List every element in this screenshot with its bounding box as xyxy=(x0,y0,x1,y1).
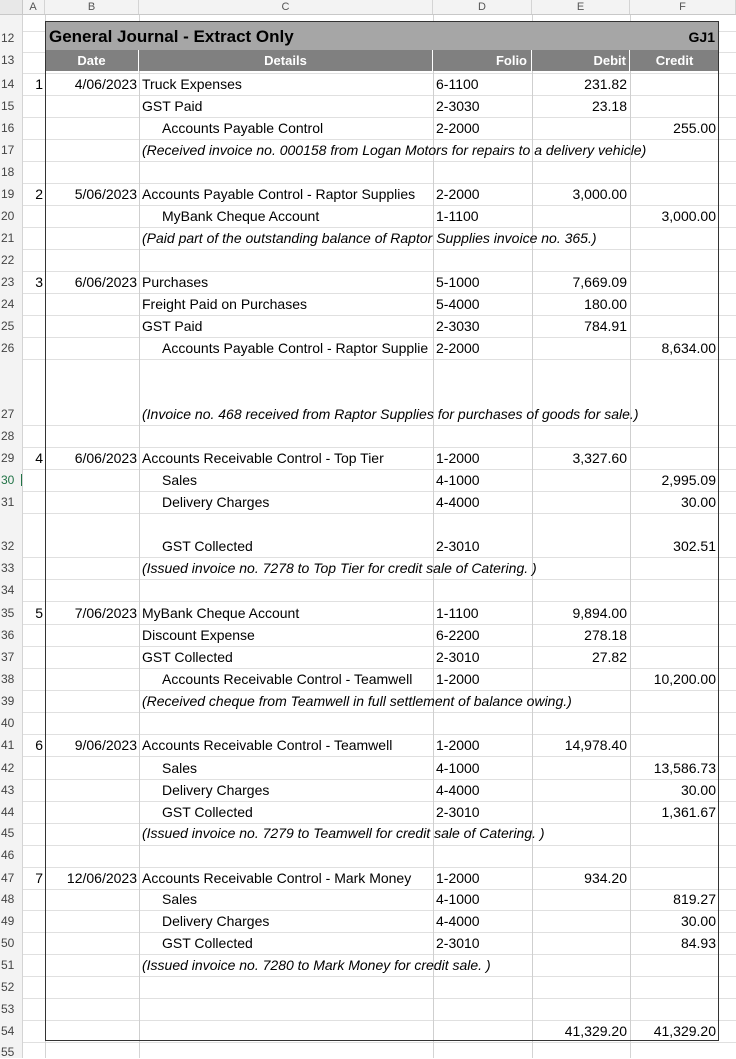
row-header-32[interactable]: 32 xyxy=(1,539,15,553)
column-gridline xyxy=(45,15,46,1058)
row-header-22[interactable]: 22 xyxy=(1,253,15,267)
column-header-d[interactable]: D xyxy=(433,0,532,14)
entry-details[interactable]: Freight Paid on Purchases xyxy=(142,296,307,312)
entry-debit[interactable]: 3,327.60 xyxy=(572,450,627,466)
entry-folio[interactable]: 5-4000 xyxy=(436,296,480,312)
details-divider xyxy=(139,71,140,1040)
entry-debit[interactable]: 278.18 xyxy=(584,627,627,643)
entry-folio[interactable]: 2-2000 xyxy=(436,186,480,202)
row-header-29[interactable]: 29 xyxy=(1,451,15,465)
column-header-a[interactable]: A xyxy=(22,0,45,14)
entry-debit[interactable]: 934.20 xyxy=(584,870,627,886)
entry-folio[interactable]: 1-1100 xyxy=(436,605,479,621)
column-header-e[interactable]: E xyxy=(532,0,630,14)
entry-date[interactable]: 6/06/2023 xyxy=(74,450,137,466)
entry-credit[interactable]: 8,634.00 xyxy=(661,340,716,356)
entry-narration[interactable]: (Paid part of the outstanding balance of Raptor Supplies invoice no. 365.) xyxy=(142,230,597,246)
entry-details[interactable]: Accounts Payable Control xyxy=(162,120,324,136)
entry-details[interactable]: Discount Expense xyxy=(142,627,255,643)
entry-credit[interactable]: 302.51 xyxy=(673,538,716,554)
entry-credit[interactable]: 1,361.67 xyxy=(661,804,716,820)
entry-details[interactable]: Accounts Receivable Control - Mark Money xyxy=(142,870,412,886)
entry-details[interactable]: Sales xyxy=(162,760,198,776)
row-header-20[interactable]: 20 xyxy=(1,209,15,223)
entry-details[interactable]: Delivery Charges xyxy=(162,494,270,510)
entry-number[interactable]: 7 xyxy=(35,870,43,886)
entry-folio[interactable]: 6-1100 xyxy=(436,76,479,92)
header-details[interactable]: Details xyxy=(139,50,433,71)
entry-debit[interactable]: 231.82 xyxy=(584,76,627,92)
row-header-14[interactable]: 14 xyxy=(1,77,15,91)
entry-details[interactable]: GST Collected xyxy=(162,538,253,554)
row-header-45[interactable]: 45 xyxy=(1,826,15,840)
entry-narration[interactable]: (Issued invoice no. 7280 to Mark Money for credit sale. ) xyxy=(142,957,491,973)
entry-credit[interactable]: 13,586.73 xyxy=(653,760,716,776)
entry-folio[interactable]: 4-1000 xyxy=(436,891,480,907)
row-header-38[interactable]: 38 xyxy=(1,672,15,686)
row-header-37[interactable]: 37 xyxy=(1,650,15,664)
row-header-44[interactable]: 44 xyxy=(1,805,15,819)
entry-debit[interactable]: 9,894.00 xyxy=(572,605,627,621)
row-header-13[interactable]: 13 xyxy=(1,53,15,67)
entry-folio[interactable]: 2-2000 xyxy=(436,120,480,136)
entry-details[interactable]: Sales xyxy=(162,472,198,488)
row-header-51[interactable]: 51 xyxy=(1,958,15,972)
row-header-30[interactable]: 30 xyxy=(0,474,23,486)
header-folio[interactable]: Folio xyxy=(433,50,532,71)
row-header-35[interactable]: 35 xyxy=(1,606,15,620)
entry-date[interactable]: 12/06/2023 xyxy=(66,870,137,886)
row-header-33[interactable]: 33 xyxy=(1,561,15,575)
folio-divider xyxy=(433,71,434,1040)
entry-credit[interactable]: 10,200.00 xyxy=(653,671,716,687)
row-header-46[interactable]: 46 xyxy=(1,848,15,862)
header-date[interactable]: Date xyxy=(45,50,139,71)
entry-debit[interactable]: 23.18 xyxy=(591,98,627,114)
entry-folio[interactable]: 5-1000 xyxy=(436,274,480,290)
entry-date[interactable]: 6/06/2023 xyxy=(74,274,137,290)
entry-credit[interactable]: 30.00 xyxy=(680,494,716,510)
column-gridline xyxy=(22,15,23,1058)
journal-banner xyxy=(45,21,719,51)
entry-date[interactable]: 4/06/2023 xyxy=(74,76,137,92)
row-header-25[interactable]: 25 xyxy=(1,319,15,333)
entry-folio[interactable]: 1-2000 xyxy=(436,450,480,466)
entry-folio[interactable]: 1-1100 xyxy=(436,208,479,224)
row-header-bar xyxy=(0,15,23,1058)
row-header-16[interactable]: 16 xyxy=(1,121,15,135)
row-header-50[interactable]: 50 xyxy=(1,936,15,950)
entry-number[interactable]: 6 xyxy=(35,737,43,753)
row-header-48[interactable]: 48 xyxy=(1,892,15,906)
entry-credit[interactable]: 84.93 xyxy=(680,935,716,951)
entry-folio[interactable]: 2-2000 xyxy=(436,340,480,356)
entry-details[interactable]: Accounts Receivable Control - Top Tier xyxy=(142,450,384,466)
row-header-26[interactable]: 26 xyxy=(1,341,15,355)
entry-narration[interactable]: (Invoice no. 468 received from Raptor Supplies for purchases of goods for sale.) xyxy=(142,406,639,422)
entry-credit[interactable]: 2,995.09 xyxy=(661,472,716,488)
entry-narration[interactable]: (Received invoice no. 000158 from Logan Motors for repairs to a delivery vehicle) xyxy=(142,142,647,158)
entry-folio[interactable]: 1-2000 xyxy=(436,671,480,687)
entry-folio[interactable]: 4-4000 xyxy=(436,494,480,510)
entry-number[interactable]: 5 xyxy=(35,605,43,621)
row-header-41[interactable]: 41 xyxy=(1,738,15,752)
row-header-34[interactable]: 34 xyxy=(1,583,15,597)
entry-folio[interactable]: 4-4000 xyxy=(436,913,480,929)
entry-folio[interactable]: 6-2200 xyxy=(436,627,480,643)
entry-folio[interactable]: 1-2000 xyxy=(436,737,480,753)
entry-details[interactable]: Accounts Receivable Control - Teamwell xyxy=(142,737,393,753)
entry-date[interactable]: 9/06/2023 xyxy=(74,737,137,753)
entry-credit[interactable]: 819.27 xyxy=(673,891,716,907)
row-header-36[interactable]: 36 xyxy=(1,628,15,642)
entry-details[interactable]: MyBank Cheque Account xyxy=(142,605,300,621)
entry-folio[interactable]: 1-2000 xyxy=(436,870,480,886)
entry-credit[interactable]: 30.00 xyxy=(680,913,716,929)
entry-debit[interactable]: 14,978.40 xyxy=(564,737,627,753)
entry-folio[interactable]: 4-1000 xyxy=(436,760,480,776)
row-header-15[interactable]: 15 xyxy=(1,99,15,113)
entry-number[interactable]: 1 xyxy=(35,76,43,92)
total-credit[interactable]: 41,329.20 xyxy=(653,1023,716,1039)
row-header-31[interactable]: 31 xyxy=(1,495,15,509)
column-header-f[interactable]: F xyxy=(630,0,736,14)
entry-details[interactable]: Accounts Receivable Control - Teamwell xyxy=(162,671,413,687)
entry-details[interactable]: GST Collected xyxy=(162,935,253,951)
entry-number[interactable]: 2 xyxy=(35,186,43,202)
entry-debit[interactable]: 3,000.00 xyxy=(572,186,627,202)
debit-divider xyxy=(532,71,533,1040)
entry-date[interactable]: 5/06/2023 xyxy=(74,186,137,202)
select-all-corner[interactable] xyxy=(0,0,23,14)
entry-details[interactable]: Delivery Charges xyxy=(162,782,270,798)
entry-details[interactable]: GST Paid xyxy=(142,318,203,334)
entry-details[interactable]: GST Collected xyxy=(162,804,253,820)
row-header-19[interactable]: 19 xyxy=(1,187,15,201)
entry-details[interactable]: Delivery Charges xyxy=(162,913,270,929)
column-header-b[interactable]: B xyxy=(45,0,139,14)
entry-folio[interactable]: 2-3030 xyxy=(436,318,480,334)
entry-details[interactable]: Purchases xyxy=(142,274,209,290)
entry-folio[interactable]: 2-3010 xyxy=(436,804,480,820)
column-header-bar xyxy=(0,0,736,15)
header-debit[interactable]: Debit xyxy=(532,50,630,71)
entry-folio[interactable]: 2-3030 xyxy=(436,98,480,114)
entry-debit[interactable]: 7,669.09 xyxy=(572,274,627,290)
journal-border xyxy=(45,21,719,1041)
entry-credit[interactable]: 30.00 xyxy=(680,782,716,798)
entry-folio[interactable]: 2-3010 xyxy=(436,538,480,554)
entry-details[interactable]: MyBank Cheque Account xyxy=(162,208,320,224)
entry-number[interactable]: 4 xyxy=(35,450,43,466)
row-header-12[interactable]: 12 xyxy=(1,31,15,45)
entry-details[interactable]: GST Collected xyxy=(142,649,233,665)
row-header-39[interactable]: 39 xyxy=(1,694,15,708)
entry-narration[interactable]: (Received cheque from Teamwell in full settlement of balance owing.) xyxy=(142,693,572,709)
row-header-54[interactable]: 54 xyxy=(1,1024,15,1038)
row-header-49[interactable]: 49 xyxy=(1,914,15,928)
entry-details[interactable]: Accounts Payable Control - Raptor Supplies xyxy=(142,186,416,202)
row-header-43[interactable]: 43 xyxy=(1,783,15,797)
header-credit[interactable]: Credit xyxy=(630,50,719,71)
entry-narration[interactable]: (Issued invoice no. 7279 to Teamwell for credit sale of Catering. ) xyxy=(142,825,545,841)
entry-credit[interactable]: 255.00 xyxy=(673,120,716,136)
total-debit[interactable]: 41,329.20 xyxy=(564,1023,627,1039)
entry-debit[interactable]: 784.91 xyxy=(584,318,627,334)
page-title: General Journal - Extract Only xyxy=(49,27,294,46)
row-header-47[interactable]: 47 xyxy=(1,871,15,885)
row-header-27[interactable]: 27 xyxy=(1,407,15,421)
row-header-17[interactable]: 17 xyxy=(1,143,15,157)
journal-reference: GJ1 xyxy=(688,29,715,45)
row-header-28[interactable]: 28 xyxy=(1,429,15,443)
entry-number[interactable]: 3 xyxy=(35,274,43,290)
entry-debit[interactable]: 180.00 xyxy=(584,296,627,312)
entry-credit[interactable]: 3,000.00 xyxy=(661,208,716,224)
entry-folio[interactable]: 4-1000 xyxy=(436,472,480,488)
row-header-55[interactable]: 55 xyxy=(1,1045,15,1059)
entry-folio[interactable]: 4-4000 xyxy=(436,782,480,798)
entry-details[interactable]: GST Paid xyxy=(142,98,203,114)
row-header-23[interactable]: 23 xyxy=(1,275,15,289)
row-header-24[interactable]: 24 xyxy=(1,297,15,311)
entry-date[interactable]: 7/06/2023 xyxy=(74,605,137,621)
column-header-c[interactable]: C xyxy=(139,0,433,14)
row-header-18[interactable]: 18 xyxy=(1,165,15,179)
row-header-52[interactable]: 52 xyxy=(1,980,15,994)
entry-details[interactable]: Sales xyxy=(162,891,198,907)
entry-narration[interactable]: (Issued invoice no. 7278 to Top Tier for credit sale of Catering. ) xyxy=(142,560,537,576)
entry-details[interactable]: Truck Expenses xyxy=(142,76,242,92)
row-header-42[interactable]: 42 xyxy=(1,761,15,775)
entry-debit[interactable]: 27.82 xyxy=(591,649,627,665)
row-header-53[interactable]: 53 xyxy=(1,1002,15,1016)
row-header-21[interactable]: 21 xyxy=(1,231,15,245)
row-header-40[interactable]: 40 xyxy=(1,716,15,730)
entry-folio[interactable]: 2-3010 xyxy=(436,649,480,665)
entry-details[interactable]: Accounts Payable Control - Raptor Supplie xyxy=(162,340,429,356)
entry-folio[interactable]: 2-3010 xyxy=(436,935,480,951)
